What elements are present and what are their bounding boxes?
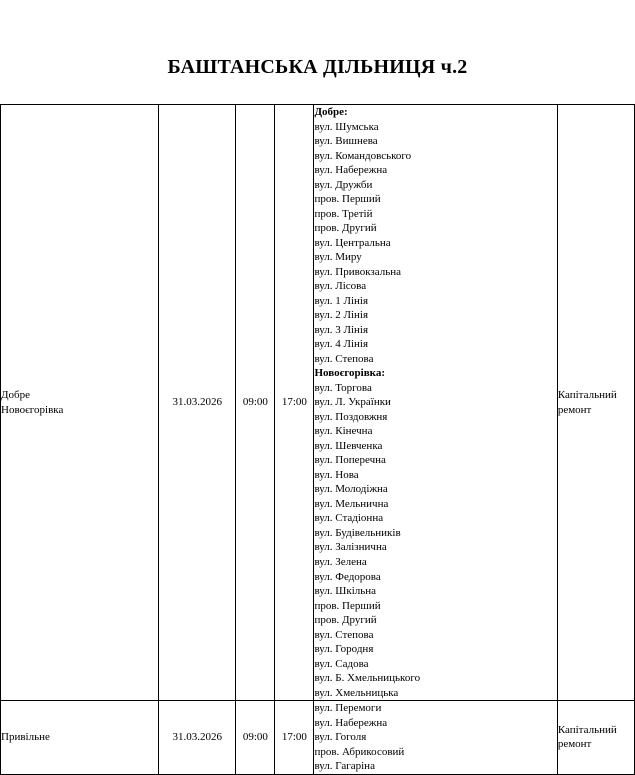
cell-reason bbox=[557, 701, 634, 775]
cell-time-from: 09:00 bbox=[236, 105, 275, 701]
street-line: вул. Б. Хмельницького bbox=[314, 672, 421, 685]
cell-locality bbox=[1, 701, 159, 775]
street-group-title: Добре: bbox=[314, 106, 348, 118]
street-line: вул. Вишнева bbox=[314, 135, 378, 148]
cell-time-from: 09:00 bbox=[236, 701, 275, 775]
street-line: вул. Кінечна bbox=[314, 425, 373, 438]
reason-line: Капітальний bbox=[557, 389, 617, 402]
street-line: вул. Городня bbox=[314, 643, 374, 656]
street-line: вул. Набережна bbox=[314, 164, 388, 177]
street-line: вул. Шевченка bbox=[314, 439, 383, 452]
street-line: вул. 2 Лінія bbox=[314, 309, 369, 322]
cell-reason bbox=[557, 105, 634, 701]
street-line: вул. Хмельницька bbox=[314, 686, 399, 699]
street-line: вул. 3 Лінія bbox=[314, 323, 369, 336]
cell-time-to: 17:00 bbox=[275, 105, 314, 701]
street-line: вул. 1 Лінія bbox=[314, 294, 369, 307]
street-line: вул. Будівельників bbox=[314, 526, 401, 539]
street-line: вул. Мельнична bbox=[314, 497, 389, 510]
street-line: вул. Командовського bbox=[314, 149, 412, 162]
reason-line: ремонт bbox=[557, 403, 592, 416]
street-line: вул. Торгова bbox=[314, 381, 372, 394]
street-line: вул. Поздовжня bbox=[314, 410, 388, 423]
table-row bbox=[1, 701, 635, 775]
street-line: вул. Молодіжна bbox=[314, 483, 388, 496]
schedule-table-body bbox=[1, 105, 635, 775]
street-line: вул. Поперечна bbox=[314, 454, 386, 467]
street-line: вул. Набережна bbox=[314, 716, 388, 729]
street-line: вул. Залізнична bbox=[314, 541, 387, 554]
street-line: вул. Л. Українки bbox=[314, 396, 391, 409]
page-title: БАШТАНСЬКА ДІЛЬНИЦЯ ч.2 bbox=[167, 56, 468, 78]
street-line: вул. Дружби bbox=[314, 178, 373, 191]
outage-schedule-table bbox=[0, 104, 635, 775]
cell-locality bbox=[1, 105, 159, 701]
street-line: вул. Стадіонна bbox=[314, 512, 384, 525]
cell-streets bbox=[314, 701, 557, 775]
street-line: пров. Другий bbox=[314, 614, 377, 627]
street-line: вул. Степова bbox=[314, 628, 374, 641]
locality-line: Добре bbox=[1, 389, 30, 402]
cell-date: 31.03.2026 bbox=[159, 701, 236, 775]
street-line: вул. Садова bbox=[314, 657, 369, 670]
locality-line: Новоєгорівка bbox=[1, 403, 64, 416]
street-line: вул. Федорова bbox=[314, 570, 381, 583]
reason-line: Капітальний bbox=[557, 723, 617, 736]
street-line: вул. Гоголя bbox=[314, 731, 367, 744]
street-line: пров. Другий bbox=[314, 222, 377, 235]
street-line: вул. Шкільна bbox=[314, 585, 377, 598]
street-line: вул. Нова bbox=[314, 468, 359, 481]
street-line: пров. Перший bbox=[314, 599, 381, 612]
street-line: пров. Абрикосовий bbox=[314, 745, 405, 758]
street-line: вул. Лісова bbox=[314, 280, 367, 293]
reason-line: ремонт bbox=[557, 738, 592, 751]
street-line: вул. Привокзальна bbox=[314, 265, 402, 278]
locality-line: Привільне bbox=[1, 731, 50, 744]
cell-date: 31.03.2026 bbox=[159, 105, 236, 701]
street-line: вул. Степова bbox=[314, 352, 374, 365]
cell-time-to: 17:00 bbox=[275, 701, 314, 775]
street-group-title: Новоєгорівка: bbox=[314, 367, 386, 380]
table-row bbox=[1, 105, 635, 701]
street-line: вул. Миру bbox=[314, 251, 362, 264]
street-line: пров. Третій bbox=[314, 207, 373, 220]
street-line: вул. Гагаріна bbox=[314, 760, 375, 773]
street-line: вул. Зелена bbox=[314, 555, 367, 568]
street-line: вул. Шумська bbox=[314, 120, 379, 133]
street-line: вул. Центральна bbox=[314, 236, 391, 249]
street-line: вул. Перемоги bbox=[314, 702, 382, 715]
cell-streets bbox=[314, 105, 557, 701]
street-line: пров. Перший bbox=[314, 193, 381, 206]
street-line: вул. 4 Лінія bbox=[314, 338, 369, 351]
